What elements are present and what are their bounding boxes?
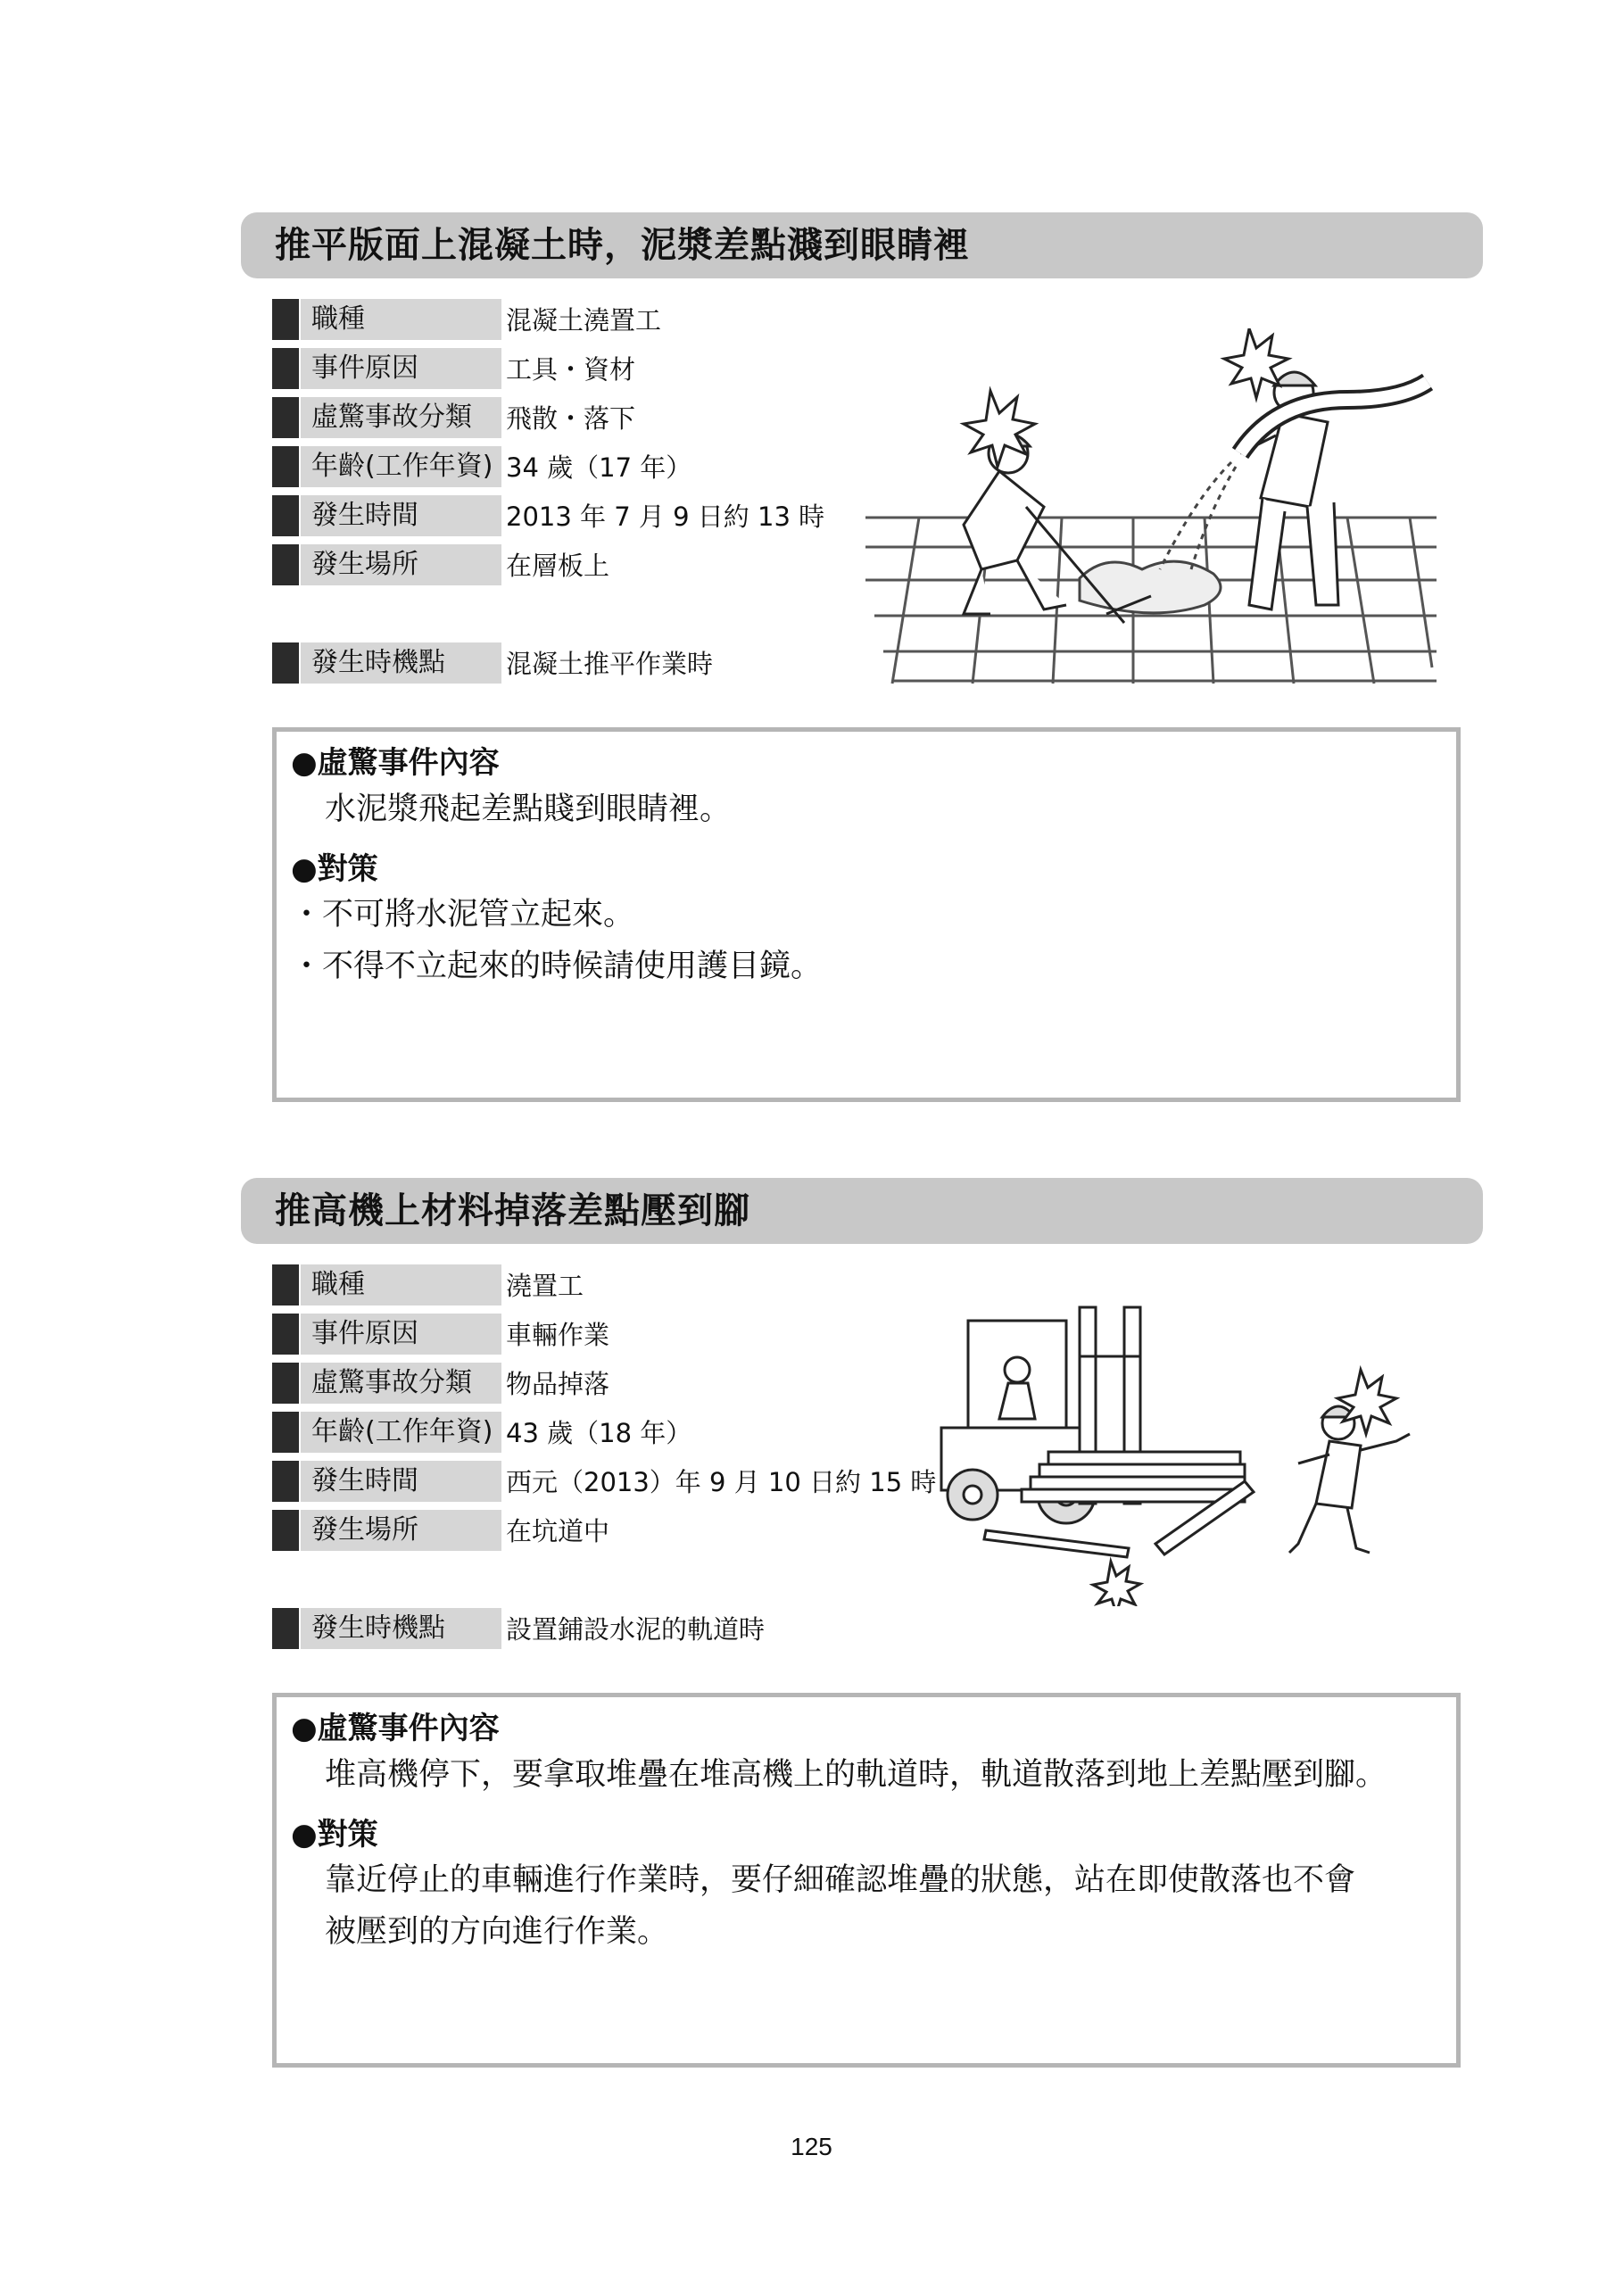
info-row-cause [272, 1314, 807, 1355]
info-row-category [272, 1363, 807, 1404]
info-label: 發生場所 [301, 1510, 501, 1551]
content-line: 堆高機停下，要拿取堆疊在堆高機上的軌道時，軌道散落到地上差點壓到腳。 [325, 1757, 1387, 1793]
page-number: 125 [791, 2133, 832, 2160]
row-marker [272, 397, 299, 438]
section-title-bar [241, 1178, 1483, 1244]
row-marker [272, 1461, 299, 1502]
measure-line: 被壓到的方向進行作業。 [325, 1914, 669, 1950]
info-row-place [272, 544, 807, 585]
info-row-timing [272, 642, 807, 684]
info-value: 在坑道中 [506, 1516, 610, 1546]
forklift-falling-rails-illustration [932, 1303, 1432, 1606]
row-marker [272, 544, 299, 585]
measure-line: ・不可將水泥管立起來。 [291, 897, 635, 932]
info-row-time [272, 1461, 937, 1502]
info-value: 2013 年 7 月 9 日約 13 時 [506, 501, 825, 532]
info-label: 發生時機點 [301, 642, 501, 684]
info-row-job-type [272, 1264, 807, 1305]
info-row-timing [272, 1608, 807, 1649]
content-heading: ●虛驚事件內容 [291, 1711, 500, 1746]
row-marker [272, 348, 299, 389]
info-value: 34 歲（17 年） [506, 452, 692, 483]
info-value: 混凝土推平作業時 [506, 649, 714, 679]
info-label: 發生時間 [301, 495, 501, 536]
measure-line: ・不得不立起來的時候請使用護目鏡。 [291, 949, 823, 984]
info-value: 設置鋪設水泥的軌道時 [506, 1614, 766, 1645]
info-label: 虛驚事故分類 [301, 397, 501, 438]
info-label: 虛驚事故分類 [301, 1363, 501, 1404]
info-value: 工具・資材 [506, 354, 636, 385]
row-marker [272, 446, 299, 487]
info-label: 事件原因 [301, 348, 501, 389]
info-value: 澆置工 [506, 1271, 584, 1301]
info-row-place [272, 1510, 807, 1551]
measures-heading: ●對策 [291, 1817, 378, 1853]
content-line: 水泥漿飛起差點賤到眼睛裡。 [325, 792, 732, 827]
row-marker [272, 1314, 299, 1355]
info-label: 發生場所 [301, 544, 501, 585]
measures-heading: ●對策 [291, 851, 378, 887]
section-title-bar [241, 212, 1483, 278]
incident-content-box [272, 1693, 1461, 2068]
info-value: 車輛作業 [506, 1320, 610, 1350]
incident-content-box [272, 727, 1461, 1102]
measure-line: 靠近停止的車輛進行作業時，要仔細確認堆疊的狀態，站在即使散落也不會 [325, 1862, 1356, 1898]
info-label: 發生時間 [301, 1461, 501, 1502]
info-label: 發生時機點 [301, 1608, 501, 1649]
info-row-age [272, 1412, 807, 1453]
row-marker [272, 495, 299, 536]
content-heading: ●虛驚事件內容 [291, 745, 500, 781]
info-value: 物品掉落 [506, 1369, 610, 1399]
info-value: 混凝土澆置工 [506, 305, 662, 336]
info-value: 飛散・落下 [506, 403, 636, 434]
info-row-time [272, 495, 825, 536]
info-value: 在層板上 [506, 551, 610, 581]
info-label: 職種 [301, 299, 501, 340]
row-marker [272, 1363, 299, 1404]
row-marker [272, 299, 299, 340]
info-row-age [272, 446, 807, 487]
section-title: 推平版面上混凝土時，泥漿差點濺到眼睛裡 [275, 225, 970, 266]
info-label: 職種 [301, 1264, 501, 1305]
info-label: 年齡(工作年資) [301, 446, 501, 487]
info-label: 事件原因 [301, 1314, 501, 1355]
row-marker [272, 642, 299, 684]
info-row-cause [272, 348, 807, 389]
info-value: 43 歲（18 年） [506, 1418, 692, 1448]
concrete-spreading-illustration [865, 328, 1437, 685]
info-row-job-type [272, 299, 807, 340]
info-label: 年齡(工作年資) [301, 1412, 501, 1453]
row-marker [272, 1264, 299, 1305]
row-marker [272, 1510, 299, 1551]
info-value: 西元（2013）年 9 月 10 日約 15 時 [506, 1467, 937, 1497]
row-marker [272, 1608, 299, 1649]
section-title: 推高機上材料掉落差點壓到腳 [275, 1190, 750, 1231]
info-row-category [272, 397, 807, 438]
row-marker [272, 1412, 299, 1453]
